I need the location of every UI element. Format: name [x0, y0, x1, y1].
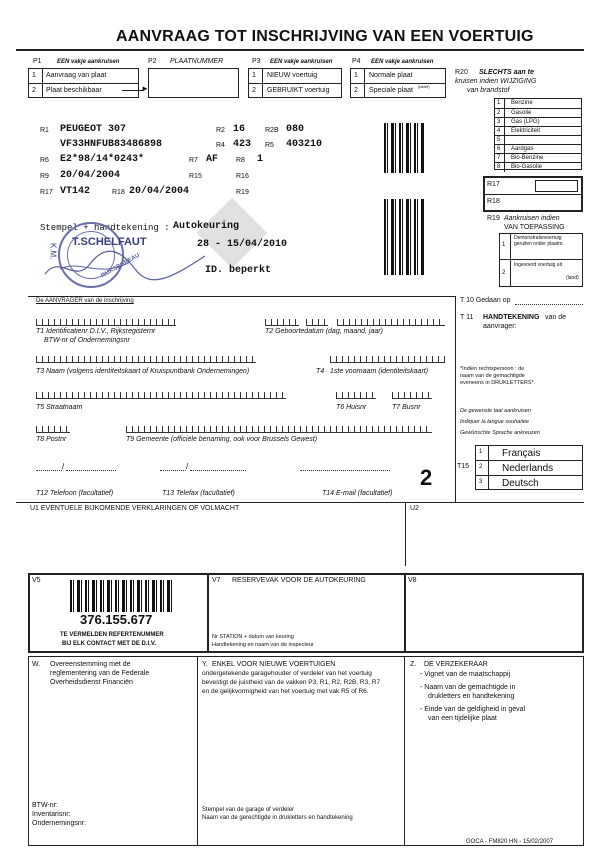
r18-value: 20/04/2004: [129, 186, 190, 197]
y-line1: ondergetekende garagehouder of verdeler van het voertuig: [202, 670, 372, 677]
r19-opt1-a[interactable]: Demonstratievoertuig: [514, 235, 562, 241]
r16-code: R16: [236, 173, 249, 180]
t14-label: T14 E-mail (facultatief): [322, 490, 393, 497]
r20-line1: SLECHTS aan te: [479, 69, 534, 76]
note-line3: eveneens in DRUKLETTERS*: [460, 380, 534, 386]
stamp-value: Autokeuring: [173, 221, 240, 232]
z-code: Z.: [410, 661, 417, 668]
y-line3: en de gelijkvormigheid van het voertuig met vak R5 of R6.: [202, 688, 369, 695]
language-option-number: 2: [479, 464, 483, 471]
z-item3b: van een tijdelijke plaat: [428, 715, 497, 722]
p3-opt2-num: 2: [252, 87, 256, 94]
fuel-option-label: Aardgas: [511, 146, 534, 152]
r5-code: R5: [265, 142, 274, 149]
fuel-option[interactable]: [495, 135, 581, 144]
p1-code: P1: [33, 58, 42, 65]
fuel-table: [494, 98, 582, 170]
stamp-side: K.M.: [48, 242, 58, 260]
r19-opt1-num: 1: [502, 242, 506, 248]
r2b-code: R2B: [265, 127, 279, 134]
language-option-checkbox[interactable]: [488, 446, 489, 460]
r8-value: 1: [257, 154, 264, 165]
r20-code: R20: [455, 69, 468, 76]
fuel-option[interactable]: [495, 162, 581, 171]
form-reference: GOCA - FM820 HN - 15/02/2007: [466, 839, 554, 845]
t6-field[interactable]: [336, 392, 376, 399]
r8-code: R8: [236, 157, 245, 164]
language-option-checkbox[interactable]: [488, 476, 489, 490]
p1-hint: EEN vakje aankruisen: [57, 59, 120, 65]
language-table: [475, 445, 583, 490]
p3-code: P3: [252, 58, 261, 65]
t2-field-year[interactable]: [337, 319, 445, 326]
fuel-option-label: Benzine: [511, 100, 533, 106]
r1-value: PEUGEOT 307: [60, 124, 127, 135]
r7-value: AF: [206, 154, 219, 165]
t5-label: T5 Straatnaam: [36, 404, 83, 411]
r3-value: VF33HNFUB83486898: [60, 139, 163, 150]
fuel-option-number: 7: [497, 155, 501, 161]
lang-nl: De gewenste taal aankruisen: [460, 408, 531, 414]
w-line1: Overeenstemming met de: [50, 661, 131, 668]
r19-line1: Aankruisen indien: [504, 215, 560, 222]
t12-field-a[interactable]: [36, 470, 62, 471]
r2-code: R2: [216, 127, 225, 134]
r17-value: VT142: [60, 186, 91, 197]
applicant-header: De AANVRAGER van de inschrijving: [36, 298, 134, 304]
v5-note2: BIJ ELK CONTACT MET DE D.I.V.: [62, 641, 157, 647]
t10-label: T 10 Gedaan op: [460, 297, 511, 304]
p3-opt1-num: 1: [252, 72, 256, 79]
fuel-option-number: 6: [497, 146, 501, 152]
y-code: Y.: [202, 661, 208, 668]
fuel-option-label: Gasolie: [511, 110, 532, 116]
r19-opt1-b: geruilen onder plaatnr.: [514, 241, 564, 247]
t2-field-day[interactable]: [265, 319, 299, 326]
applicant-top-rule: [28, 296, 455, 297]
fuel-option-label: Bio-Gasolie: [511, 164, 543, 170]
language-option-checkbox[interactable]: [488, 461, 489, 475]
t12-label: T12 Telefoon (facultatief): [36, 490, 114, 497]
t12-sep: /: [62, 462, 65, 471]
r18-code: R18: [487, 198, 500, 205]
u-divider: [405, 502, 406, 566]
r19-opt2-b: (land): [566, 275, 579, 281]
fuel-option-label: Elektriciteit: [511, 128, 541, 134]
w-ond: Ondernemingsnr:: [32, 820, 87, 827]
r9-value: 20/04/2004: [60, 170, 121, 181]
u1-field[interactable]: [20, 514, 400, 564]
p4-hint: EEN vakje aankruisen: [371, 59, 434, 65]
t9-field[interactable]: [126, 426, 432, 433]
p1-opt1-num: 1: [32, 72, 36, 79]
fuel-option-number: 2: [497, 110, 501, 116]
t15-code: T15: [457, 463, 470, 470]
r19-data-code: R19: [236, 189, 249, 196]
v7-code: V7: [212, 577, 221, 584]
r5-value: 403210: [286, 139, 323, 150]
stamp-note: ID. beperkt: [205, 265, 272, 276]
z-item1: - Vignet van de maatschappij: [420, 671, 511, 678]
t1-field[interactable]: [36, 319, 176, 326]
r19-opt2-num: 2: [502, 270, 506, 276]
r6-value: E2*98/14*0243*: [60, 154, 145, 165]
fuel-option[interactable]: [495, 144, 581, 153]
w-line3: Overheidsdienst Financiën: [50, 679, 133, 686]
fuel-option-number: 4: [497, 128, 501, 134]
stamp-label: Stempel + handtekening :: [40, 223, 170, 233]
v8-field[interactable]: [410, 590, 580, 648]
t7-field[interactable]: [392, 392, 432, 399]
w-btw: BTW-nr:: [32, 802, 58, 809]
language-option[interactable]: [476, 446, 582, 460]
r19-line2: VAN TOEPASSING: [504, 224, 565, 231]
v7-title: RESERVEVAK VOOR DE AUTOKEURING: [232, 577, 366, 584]
fuel-option-number: 3: [497, 119, 501, 125]
v7-note1: Nr STATION + datum van keuring: [212, 634, 294, 640]
p4-opt1-label[interactable]: Normale plaat: [369, 72, 413, 79]
fuel-option-number: 5: [497, 137, 501, 143]
language-option[interactable]: [476, 460, 582, 474]
p1-opt2-num: 2: [32, 87, 36, 94]
v5-reference: 376.155.677: [80, 612, 153, 627]
t8-field[interactable]: [36, 426, 70, 433]
stamp-date: 28 - 15/04/2010: [197, 239, 288, 250]
u2-field[interactable]: [410, 514, 580, 564]
t6-label: T6 Huisnr: [336, 404, 367, 411]
t11-label: HANDTEKENING: [483, 314, 540, 321]
form-title: AANVRAAG TOT INSCHRIJVING VAN EEN VOERTUIG: [116, 28, 534, 45]
p4-code: P4: [352, 58, 361, 65]
p4-opt2-label[interactable]: Speciale plaat: [369, 87, 413, 94]
t4-code: T4: [316, 368, 325, 375]
v5-barcode: [70, 580, 174, 612]
w-code: W.: [32, 661, 41, 668]
note-line2: naam van de gemachtigde: [460, 373, 525, 379]
r18-data-code: R18: [112, 189, 125, 196]
u-top-rule: [16, 502, 584, 503]
fuel-option-checkbox[interactable]: [504, 163, 505, 172]
w-line2: reglementering van de Federale: [50, 670, 150, 677]
t13-sep: /: [186, 462, 189, 471]
t13-field-b[interactable]: [190, 470, 246, 471]
y-stamp1: Stempel van de garage of verdeler: [202, 807, 295, 813]
t5-field[interactable]: [36, 392, 286, 399]
v8-code: V8: [408, 577, 417, 584]
r20-line3: van brandstof: [467, 87, 510, 94]
barcode-upper: [384, 123, 424, 173]
y-line2: bevestigt de juistheid van de vakken P3, R1, R2, R2B, R3, R7: [202, 679, 381, 686]
fuel-option[interactable]: [495, 126, 581, 135]
p2-code: P2: [148, 58, 157, 65]
plate-number-field[interactable]: [148, 68, 239, 98]
v7-note2: Handtekening en naam van de inspecteur: [212, 642, 314, 648]
fuel-option-label: Gas (LPG): [511, 119, 540, 125]
language-option-label: Nederlands: [502, 463, 554, 475]
fuel-option[interactable]: [495, 99, 581, 108]
r2-value: 16: [233, 124, 246, 135]
t1b-label: BTW-nr of Ondernemingsnr: [44, 337, 130, 344]
p1-opt1-label[interactable]: Aanvraag van plaat: [46, 72, 107, 79]
language-option-number: 1: [479, 449, 483, 455]
r1-code: R1: [40, 127, 49, 134]
r6-code: R6: [40, 157, 49, 164]
r7-code: R7: [189, 157, 198, 164]
w-inv: Inventarisnr:: [32, 811, 71, 818]
r19-code: R19: [487, 215, 500, 222]
language-option-label: Français: [502, 448, 541, 459]
p4-opt1-num: 1: [354, 72, 358, 79]
t11-code: T 11: [460, 314, 474, 321]
z-title: DE VERZEKERAAR: [424, 661, 488, 668]
signature: [40, 244, 210, 284]
u2-label: U2: [410, 505, 419, 512]
t9-label: T9 Gemeente (officiële benaming, ook voor Brussels Gewest): [126, 436, 318, 443]
t2-label: T2 Geboortedatum (dag, maand, jaar): [265, 328, 383, 335]
r17-field[interactable]: [535, 180, 578, 192]
t3-field[interactable]: [36, 356, 256, 363]
p4-opt2-sup: (tarief): [418, 84, 430, 89]
v5-code: V5: [32, 577, 41, 584]
lang-de: Gewünschte Sprache ankreuzen: [460, 430, 540, 436]
fuel-option[interactable]: [495, 153, 581, 162]
arrow-icon: ►: [141, 84, 149, 93]
language-option-label: Deutsch: [502, 477, 539, 489]
y-title: ENKEL VOOR NIEUWE VOERTUIGEN: [212, 661, 336, 668]
r4-value: 423: [233, 139, 252, 150]
barcode-lower: [384, 199, 424, 275]
r19-opt2-a[interactable]: Ingevoerd voertuig uit: [514, 262, 563, 268]
t1-label: T1 Identificatienr D.I.V., Rijksregisternr: [36, 328, 156, 335]
p3-opt1-label[interactable]: NIEUW voertuig: [267, 72, 318, 79]
t12-field-b[interactable]: [66, 470, 116, 471]
t13-field-a[interactable]: [160, 470, 186, 471]
z-item2: - Naam van de gemachtigde in: [420, 684, 516, 691]
p3-opt2-label[interactable]: GEBRUIKT voertuig: [267, 87, 330, 94]
u1-label: U1 EVENTUELE BIJKOMENDE VERKLARINGEN OF VOLMACHT: [30, 505, 240, 512]
language-option[interactable]: [476, 475, 582, 489]
t3-label: T3 Naam (volgens identiteitskaart of Kruispuntbank Ondernemingen): [36, 368, 250, 375]
z-item3: - Einde van de geldigheid in geval: [420, 706, 526, 713]
z-item2b: drukletters en handtekening: [428, 693, 515, 700]
t2-field-month[interactable]: [306, 319, 328, 326]
t7-label: T7 Busnr: [392, 404, 421, 411]
t4-field[interactable]: [330, 356, 445, 363]
t8-label: T8 Postnr: [36, 436, 67, 443]
fuel-option-label: Bio-Benzine: [511, 155, 544, 161]
y-stamp2: Naam van de gerechtigde in drukletters en handtekening: [202, 815, 353, 821]
applicant-right-rule: [455, 296, 456, 502]
fuel-option-number: 8: [497, 164, 501, 170]
p3-hint: EEN vakje aankruisen: [270, 59, 333, 65]
title-rule: [16, 49, 584, 51]
r15-code: R15: [189, 173, 202, 180]
t13-label: T13 Telefax (facultatief): [162, 490, 235, 497]
signature-area[interactable]: [470, 335, 580, 363]
p1-opt2-label[interactable]: Plaat beschikbaar: [46, 87, 102, 94]
r4-code: R4: [216, 142, 225, 149]
v5-note1: TE VERMELDEN REFERTENUMMER: [60, 632, 164, 638]
note-line1: *Indien rechtspersoon : de: [460, 366, 525, 372]
r17-data-code: R17: [40, 189, 53, 196]
r17-code: R17: [487, 181, 500, 188]
t4-label: 1ste voornaam (identiteitskaart): [330, 368, 429, 375]
p2-label: PLAATNUMMER: [170, 58, 224, 65]
fuel-option[interactable]: [495, 108, 581, 117]
stamp-ring-text: RIJKSBUREAU: [100, 252, 141, 280]
fuel-option-number: 1: [497, 100, 501, 106]
r2b-value: 080: [286, 124, 305, 135]
fuel-option-checkbox[interactable]: [504, 99, 505, 108]
r9-code: R9: [40, 173, 49, 180]
lang-fr: Indiquer la langue souhaitée: [460, 419, 530, 425]
language-option-number: 3: [479, 478, 483, 485]
stamp-name: T.SCHELFAUT: [72, 236, 147, 248]
r20-line2: kruisen indien WIJZIGING: [455, 78, 537, 85]
p4-opt2-num: 2: [354, 87, 358, 94]
fuel-option[interactable]: [495, 117, 581, 126]
t11-label-c: aanvrager:: [483, 323, 517, 330]
copy-number: 2: [420, 465, 433, 490]
t14-field[interactable]: [300, 470, 390, 471]
t11-label-b: van de: [545, 314, 567, 321]
t10-field[interactable]: [515, 304, 583, 305]
